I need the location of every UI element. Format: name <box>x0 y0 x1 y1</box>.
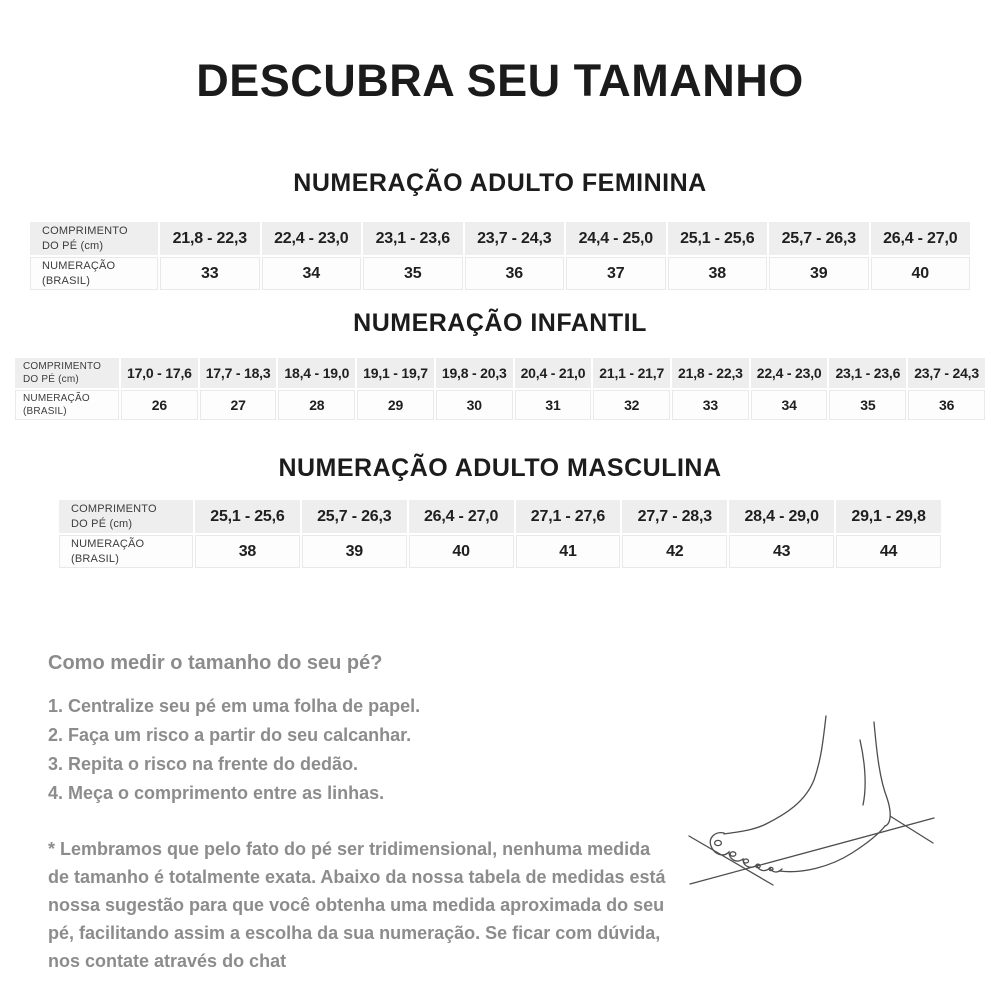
size-cell: 37 <box>566 257 666 290</box>
size-cell: 42 <box>622 535 727 568</box>
length-cell: 19,8 - 20,3 <box>436 358 513 388</box>
size-cell: 44 <box>836 535 941 568</box>
size-cell: 43 <box>729 535 834 568</box>
page-title: DESCUBRA SEU TAMANHO <box>196 55 804 106</box>
howto-section <box>48 650 678 975</box>
size-cell: 30 <box>436 390 513 420</box>
length-cell: 21,1 - 21,7 <box>593 358 670 388</box>
toenail <box>744 859 749 863</box>
length-label-cell <box>15 358 119 388</box>
length-cell: 26,4 - 27,0 <box>409 500 514 533</box>
size-label-line1: NUMERAÇÃO <box>71 538 145 551</box>
size-label-line2: (BRASIL) <box>42 274 91 287</box>
howto-step: 1. Centralize seu pé em uma folha de papel. <box>48 696 421 716</box>
table-row-lengths <box>15 358 985 388</box>
size-label-cell <box>15 390 119 420</box>
size-cell: 31 <box>515 390 592 420</box>
size-table-feminina <box>28 220 972 292</box>
size-cell: 29 <box>357 390 434 420</box>
length-label-line1: COMPRIMENTO <box>71 503 157 516</box>
length-cell: 18,4 - 19,0 <box>278 358 355 388</box>
foot-measure-illustration-icon <box>678 678 998 938</box>
toenail <box>715 840 722 845</box>
size-table <box>13 356 987 422</box>
size-cell: 27 <box>200 390 277 420</box>
length-cell: 22,4 - 23,0 <box>262 222 362 255</box>
size-table <box>57 498 943 570</box>
length-cell: 23,1 - 23,6 <box>829 358 906 388</box>
length-cell: 23,7 - 24,3 <box>465 222 565 255</box>
length-cell: 24,4 - 25,0 <box>566 222 666 255</box>
length-cell: 21,8 - 22,3 <box>672 358 749 388</box>
length-cell: 20,4 - 21,0 <box>515 358 592 388</box>
length-cell: 27,1 - 27,6 <box>516 500 621 533</box>
length-cell: 26,4 - 27,0 <box>871 222 971 255</box>
foot-front-outline <box>724 716 826 834</box>
howto-steps <box>48 692 678 808</box>
size-label-line1: NUMERAÇÃO <box>42 260 116 273</box>
size-cell: 38 <box>668 257 768 290</box>
length-cell: 23,7 - 24,3 <box>908 358 985 388</box>
length-cell: 28,4 - 29,0 <box>729 500 834 533</box>
length-cell: 25,7 - 26,3 <box>302 500 407 533</box>
size-cell: 39 <box>302 535 407 568</box>
size-table-masculina <box>57 498 943 570</box>
length-cell: 23,1 - 23,6 <box>363 222 463 255</box>
howto-note: * Lembramos que pelo fato do pé ser tridimensional, nenhuma medida de tamanho é totalmente exata. Abaixo da nossa tabela de medidas está nossa sugestão para que você obtenha uma medida aproximada do seu pé, facilitando assim a escolha da sua numeração. Se ficar com dúvida, nos contate através do chat <box>48 839 666 971</box>
size-cell: 39 <box>769 257 869 290</box>
size-cell: 33 <box>672 390 749 420</box>
toe-mark-line <box>689 836 773 885</box>
howto-step: 4. Meça o comprimento entre as linhas. <box>48 783 385 803</box>
size-cell: 34 <box>262 257 362 290</box>
inner-ankle-line <box>860 740 865 805</box>
length-label-line2: DO PÉ (cm) <box>42 239 104 252</box>
size-label-line2: (BRASIL) <box>71 552 120 565</box>
size-cell: 40 <box>409 535 514 568</box>
table-row-lengths <box>59 500 941 533</box>
howto-step: 2. Faça um risco a partir do seu calcanhar. <box>48 725 412 745</box>
table-row-lengths <box>30 222 970 255</box>
size-cell: 33 <box>160 257 260 290</box>
foot-heel-outline <box>874 722 890 826</box>
howto-heading: Como medir o tamanho do seu pé? <box>48 652 383 674</box>
size-table-infantil <box>13 356 987 422</box>
size-cell: 40 <box>871 257 971 290</box>
size-label-cell <box>30 257 158 290</box>
size-cell: 35 <box>829 390 906 420</box>
length-cell: 19,1 - 19,7 <box>357 358 434 388</box>
length-cell: 22,4 - 23,0 <box>751 358 828 388</box>
size-cell: 41 <box>516 535 621 568</box>
length-cell: 25,1 - 25,6 <box>195 500 300 533</box>
length-label-cell <box>59 500 193 533</box>
size-label-cell <box>59 535 193 568</box>
length-cell: 17,7 - 18,3 <box>200 358 277 388</box>
length-cell: 25,1 - 25,6 <box>668 222 768 255</box>
length-label-line1: COMPRIMENTO <box>23 361 102 372</box>
size-table <box>28 220 972 292</box>
howto-step: 3. Repita o risco na frente do dedão. <box>48 754 359 774</box>
size-label-line1: NUMERAÇÃO <box>23 393 90 404</box>
length-label-line2: DO PÉ (cm) <box>71 517 133 530</box>
sole-line <box>779 826 885 872</box>
toes-outline <box>710 833 782 872</box>
length-label-cell <box>30 222 158 255</box>
size-cell: 36 <box>908 390 985 420</box>
section-title-feminina: NUMERAÇÃO ADULTO FEMININA <box>293 169 707 197</box>
length-label-line1: COMPRIMENTO <box>42 225 128 238</box>
size-cell: 32 <box>593 390 670 420</box>
floor-line <box>690 818 934 884</box>
size-cell: 38 <box>195 535 300 568</box>
length-label-line2: DO PÉ (cm) <box>23 374 79 385</box>
size-cell: 35 <box>363 257 463 290</box>
size-cell: 26 <box>121 390 198 420</box>
size-cell: 28 <box>278 390 355 420</box>
length-cell: 27,7 - 28,3 <box>622 500 727 533</box>
length-cell: 29,1 - 29,8 <box>836 500 941 533</box>
size-label-line2: (BRASIL) <box>23 406 67 417</box>
section-title-masculina: NUMERAÇÃO ADULTO MASCULINA <box>278 454 722 482</box>
length-cell: 21,8 - 22,3 <box>160 222 260 255</box>
size-cell: 34 <box>751 390 828 420</box>
toenail <box>730 852 736 856</box>
size-cell: 36 <box>465 257 565 290</box>
length-cell: 17,0 - 17,6 <box>121 358 198 388</box>
section-title-infantil: NUMERAÇÃO INFANTIL <box>353 309 647 337</box>
table-row-sizes <box>15 390 985 420</box>
length-cell: 25,7 - 26,3 <box>769 222 869 255</box>
table-row-sizes <box>59 535 941 568</box>
table-row-sizes <box>30 257 970 290</box>
